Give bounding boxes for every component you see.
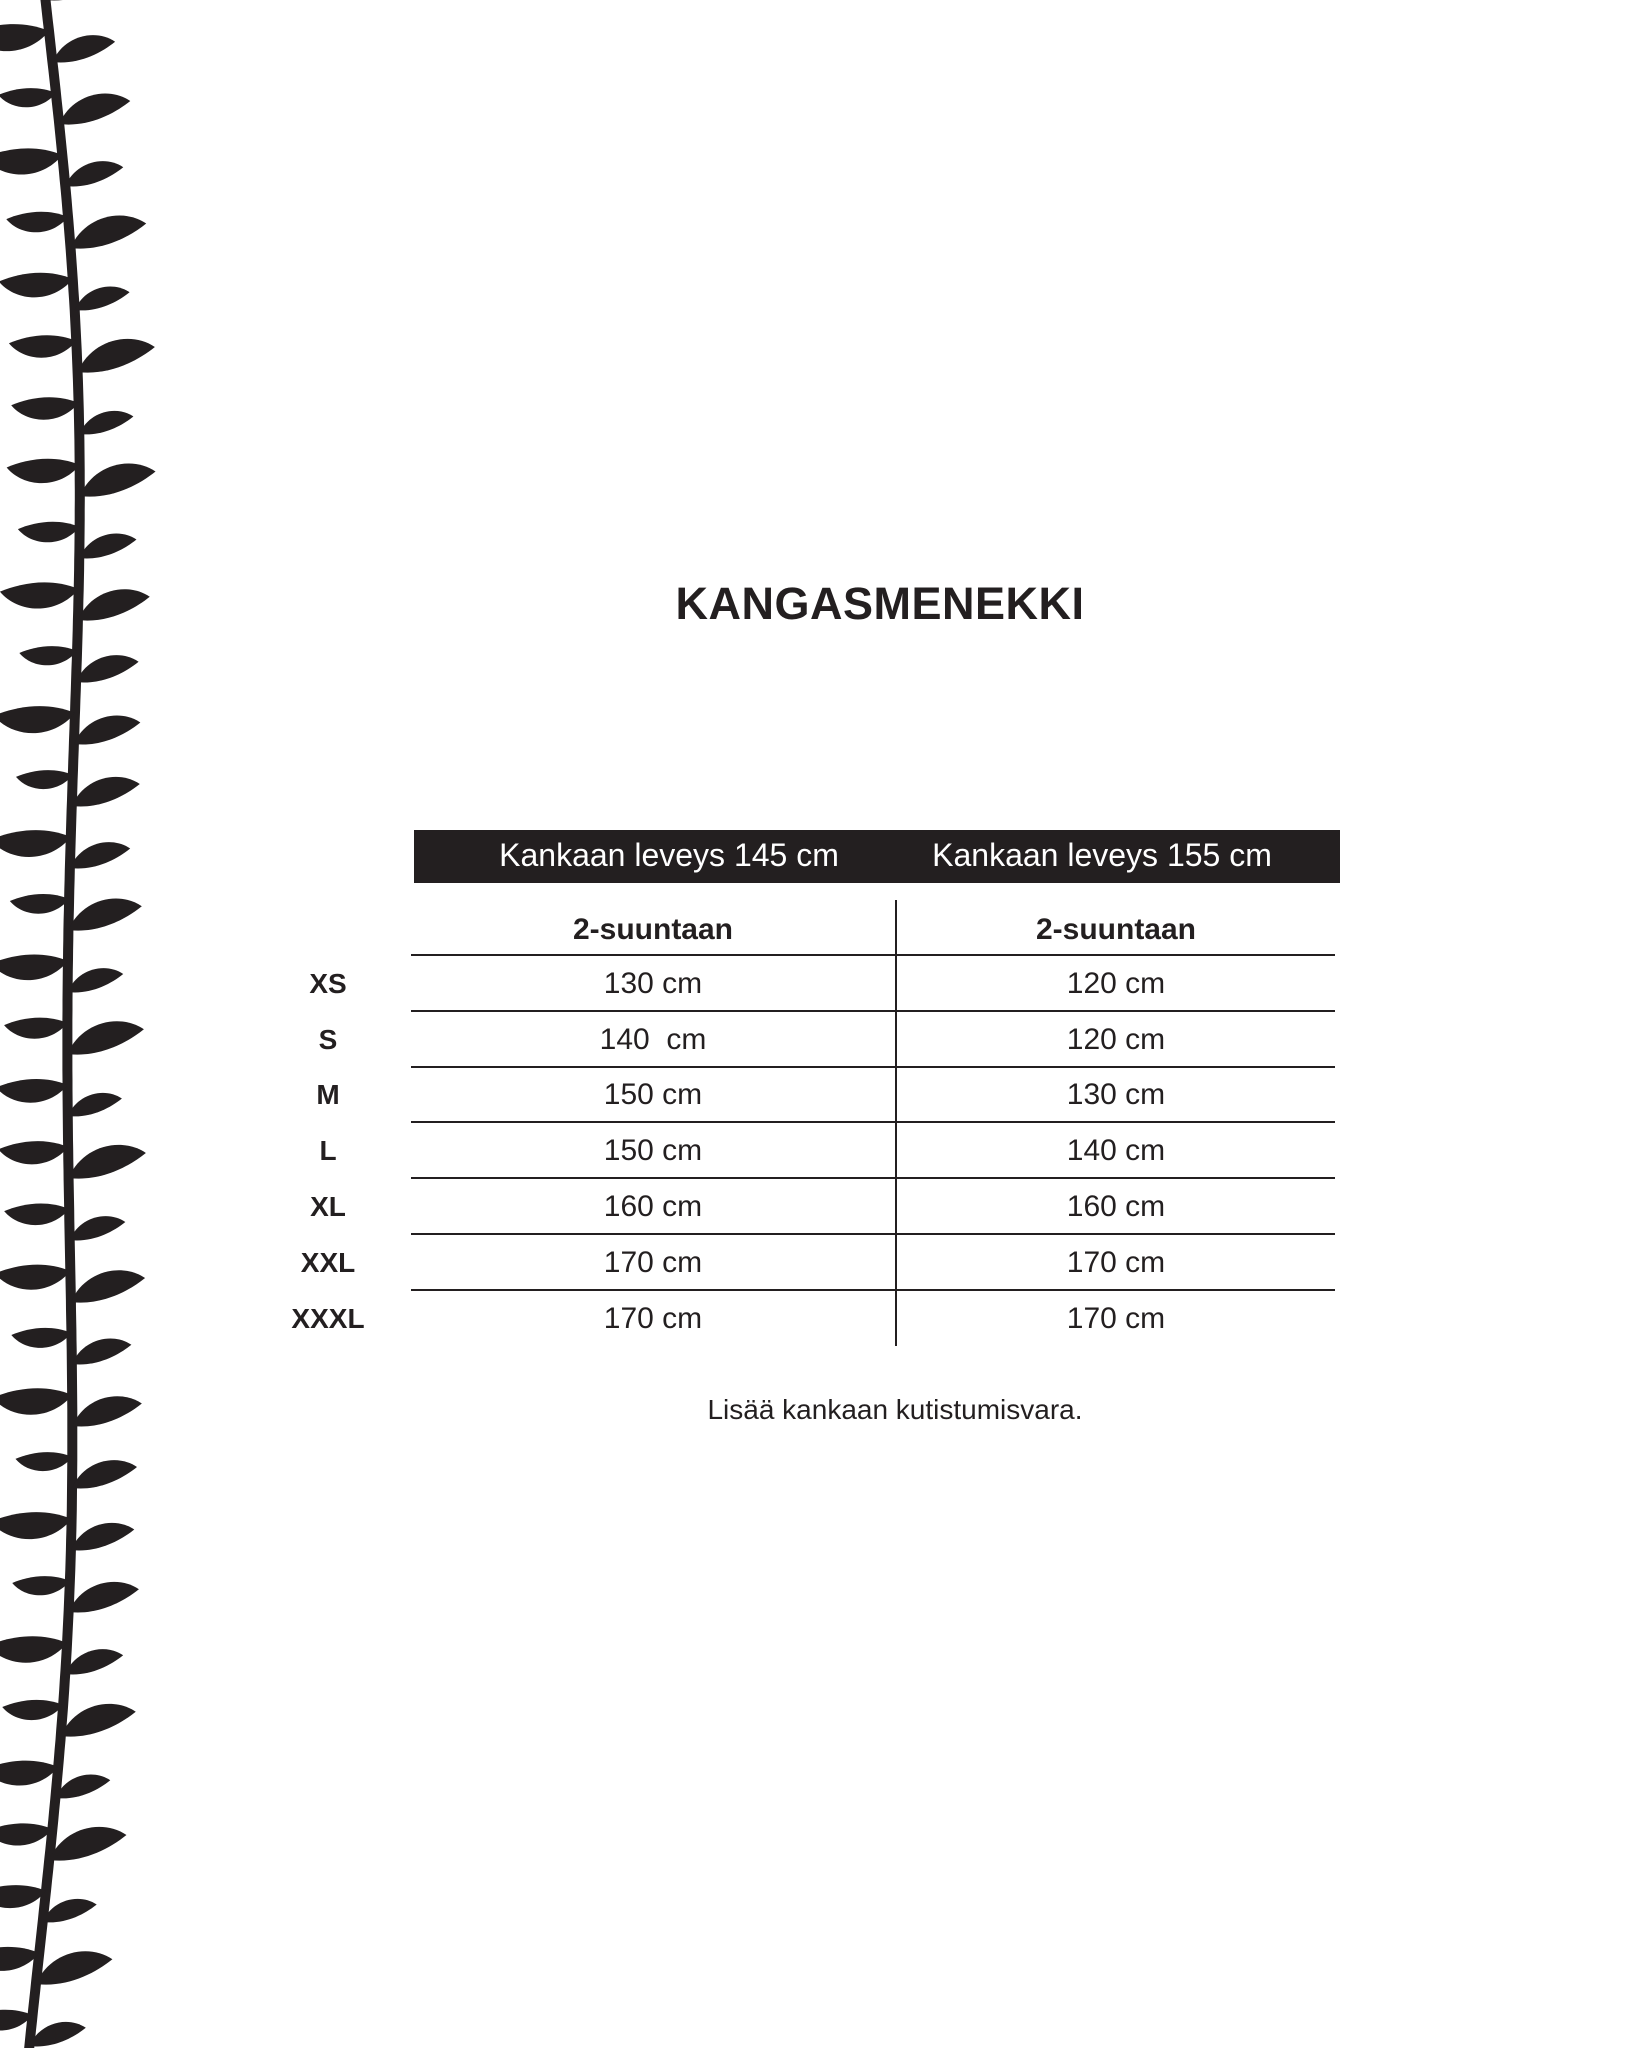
leaf-shape	[67, 839, 132, 870]
fabric-amount-145: 150 cm	[603, 1134, 703, 1167]
leaf-shape	[77, 530, 139, 560]
leaf-shape	[62, 1646, 124, 1676]
leaf-shape	[5, 452, 80, 488]
leaf-shape	[0, 141, 63, 180]
leaf-shape	[56, 90, 133, 127]
column-header-145: Kankaan leveys 145 cm	[499, 837, 839, 873]
leaf-shape	[0, 1505, 72, 1545]
fabric-amount-155: 120 cm	[1066, 967, 1166, 1000]
leaf-shape	[77, 408, 135, 436]
fabric-amount-145: 130 cm	[603, 967, 703, 1000]
leaf-shape	[57, 1700, 138, 1739]
fabric-amount-155: 170 cm	[1066, 1246, 1166, 1279]
leaf-shape	[63, 158, 125, 188]
table-row	[0, 1179, 1638, 1235]
size-label: S	[318, 1024, 338, 1055]
leaf-shape	[9, 889, 70, 918]
leaf-shape	[0, 1818, 53, 1851]
page-title: KANGASMENEKKI	[675, 578, 1085, 629]
leaf-shape	[32, 1947, 114, 1987]
table-row	[0, 956, 1638, 1012]
leaf-shape	[0, 17, 49, 57]
size-label: XXXL	[291, 1303, 365, 1334]
fabric-amount-155: 140 cm	[1066, 1134, 1166, 1167]
table-row	[0, 1123, 1638, 1179]
table-header-bar	[414, 830, 1340, 883]
leaf-shape	[5, 206, 68, 236]
leaf-shape	[1, 1695, 63, 1725]
fabric-amount-145: 150 cm	[603, 1078, 703, 1111]
leaf-shape	[0, 266, 73, 302]
leaf-shape	[0, 699, 75, 739]
fabric-amount-145: 170 cm	[603, 1246, 703, 1279]
leaf-shape	[11, 1571, 70, 1599]
leaf-shape	[68, 1519, 136, 1552]
leaf-shape	[0, 823, 71, 863]
fabric-amount-155: 130 cm	[1066, 1078, 1166, 1111]
leaf-shape	[15, 765, 73, 793]
size-label: L	[319, 1135, 337, 1166]
fabric-amount-145: 160 cm	[603, 1190, 703, 1223]
fabric-amount-145: 170 cm	[603, 1302, 703, 1335]
leaf-shape	[0, 1629, 67, 1668]
table-row	[0, 1291, 1638, 1347]
shrinkage-note: Lisää kankaan kutistumisvara.	[707, 1394, 1083, 1425]
leaf-shape	[72, 284, 131, 312]
leaf-shape	[67, 212, 149, 251]
leaf-shape	[10, 391, 79, 424]
table-row	[0, 1067, 1638, 1123]
leaf-shape	[65, 1578, 141, 1614]
fabric-amount-155: 160 cm	[1066, 1190, 1166, 1223]
leaf-shape	[8, 329, 77, 362]
leaf-shape	[74, 335, 157, 375]
leaf-shape	[76, 460, 158, 499]
leaf-shape	[0, 1754, 59, 1791]
size-label: XS	[309, 968, 347, 999]
fabric-amount-155: 120 cm	[1066, 1023, 1166, 1056]
column-header-155: Kankaan leveys 155 cm	[932, 837, 1272, 873]
leaf-shape	[42, 0, 113, 2]
subheader-155: 2-suuntaan	[1035, 913, 1197, 946]
table-row	[0, 1235, 1638, 1291]
size-label: XXL	[300, 1247, 356, 1278]
leaf-shape	[14, 1447, 72, 1475]
table-row	[0, 1012, 1638, 1068]
size-label: M	[316, 1079, 340, 1110]
leaf-shape	[69, 1457, 139, 1491]
leaf-shape	[17, 516, 80, 546]
leaf-shape	[71, 712, 143, 746]
leaf-shape	[65, 895, 144, 933]
leaf-shape	[73, 652, 140, 684]
fabric-amount-145: 140 cm	[599, 1023, 707, 1056]
leaf-shape	[50, 32, 117, 64]
size-label: XL	[310, 1191, 346, 1222]
fabric-amount-155: 170 cm	[1066, 1302, 1166, 1335]
leaf-shape	[0, 83, 56, 111]
leaf-shape	[46, 1823, 129, 1863]
leaf-shape	[18, 641, 77, 669]
subheader-145: 2-suuntaan	[572, 913, 734, 946]
leaf-shape	[69, 773, 142, 808]
